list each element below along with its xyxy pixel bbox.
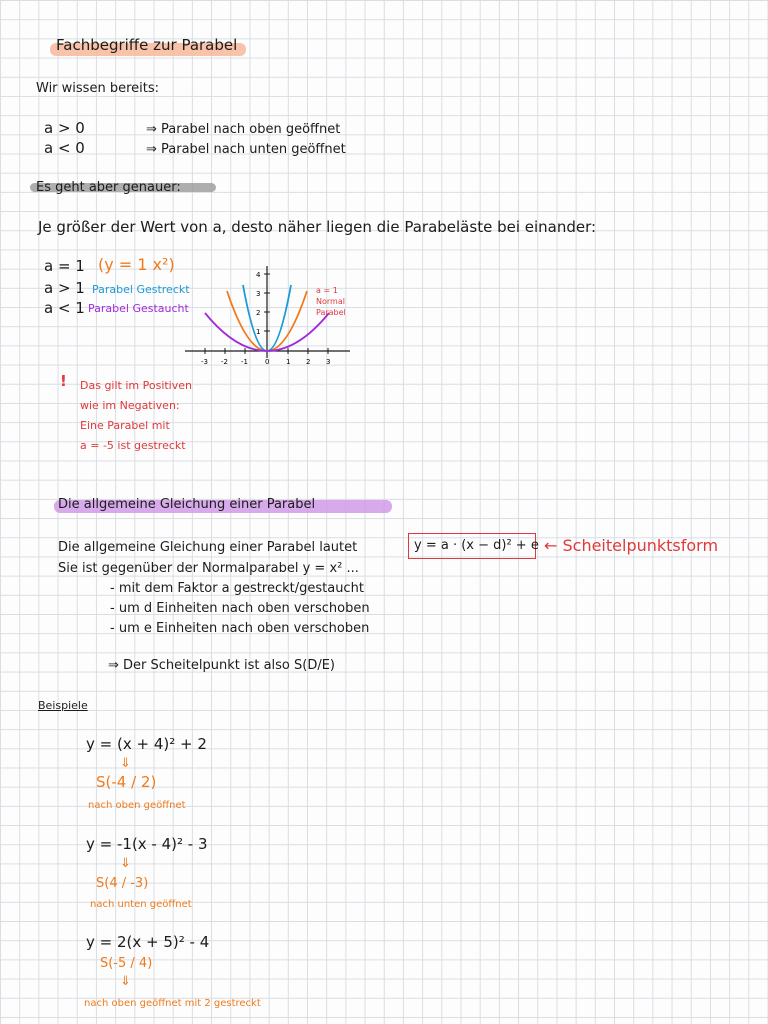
warning-line-1: Das gilt im Positiven (80, 379, 192, 392)
y-tick-label: 1 (256, 328, 261, 336)
example-3-vertex: S(-5 / 4) (100, 956, 153, 971)
general-bullet-3: - um e Einheiten nach oben verschoben (110, 621, 370, 636)
warning-line-2: wie im Negativen: (80, 399, 180, 412)
known-heading: Wir wissen bereits: (36, 81, 159, 96)
warning-icon: ! (60, 372, 67, 390)
x-tick-label: 1 (286, 358, 291, 366)
warning-line-3: Eine Parabel mit (80, 419, 170, 432)
general-bullet-2: - um d Einheiten nach oben verschoben (110, 601, 370, 616)
case-3-note: Parabel Gestaucht (88, 302, 189, 315)
case-2-cond: a > 1 (44, 279, 85, 297)
example-3-equation: y = 2(x + 5)² - 4 (86, 933, 210, 951)
warning-line-4: a = -5 ist gestreckt (80, 439, 186, 452)
graph-legend-line-3: Parabel (316, 308, 346, 317)
graph-legend-line-1: a = 1 (316, 286, 338, 295)
known-cond-1: a > 0 (44, 119, 85, 137)
general-line-2: Sie ist gegenüber der Normalparabel y = x² ... (58, 561, 359, 576)
x-tick-label: -1 (241, 358, 248, 366)
case-2-note: Parabel Gestreckt (92, 283, 190, 296)
example-2-equation: y = -1(x - 4)² - 3 (86, 835, 208, 853)
vertex-form-label: ← Scheitelpunktsform (544, 536, 719, 555)
y-tick-label: 4 (256, 271, 261, 279)
case-1-cond: a = 1 (44, 257, 85, 275)
formula: y = a · (x − d)² + e (414, 538, 539, 553)
y-tick-label: 2 (256, 309, 261, 317)
known-cond-2: a < 0 (44, 139, 85, 157)
case-3-cond: a < 1 (44, 299, 85, 317)
general-intro: Die allgemeine Gleichung einer Parabel lautet (58, 540, 358, 555)
graph-legend-line-2: Normal (316, 297, 345, 306)
example-1-vertex: S(-4 / 2) (96, 773, 157, 791)
general-conclusion: ⇒ Der Scheitelpunkt ist also S(D/E) (108, 658, 336, 673)
x-tick-label: 0 (265, 358, 270, 366)
page-title: Fachbegriffe zur Parabel (56, 36, 238, 54)
case-1-note: (y = 1 x²) (98, 255, 175, 274)
example-1-note: nach oben geöffnet (88, 800, 186, 811)
example-2-vertex: S(4 / -3) (96, 876, 149, 891)
example-3-note: nach oben geöffnet mit 2 gestreckt (84, 998, 261, 1009)
example-2-arrow: ⇓ (120, 856, 131, 871)
section2-heading: Es geht aber genauer: (36, 180, 181, 195)
y-tick-label: 3 (256, 290, 261, 298)
examples-heading: Beispiele (38, 699, 88, 712)
parabola-graph (180, 258, 360, 368)
example-2-note: nach unten geöffnet (90, 899, 192, 910)
general-bullet-1: - mit dem Faktor a gestreckt/gestaucht (110, 581, 364, 596)
known-text-1: ⇒ Parabel nach oben geöffnet (146, 122, 341, 137)
example-1-equation: y = (x + 4)² + 2 (86, 735, 207, 753)
x-tick-label: 3 (326, 358, 331, 366)
statement: Je größer der Wert von a, desto näher liegen die Parabeläste bei einander: (38, 218, 597, 236)
example-3-arrow: ⇓ (120, 974, 131, 989)
example-1-arrow: ⇓ (120, 756, 131, 771)
x-tick-label: -3 (201, 358, 208, 366)
known-text-2: ⇒ Parabel nach unten geöffnet (146, 142, 346, 157)
general-heading: Die allgemeine Gleichung einer Parabel (58, 497, 316, 512)
x-tick-label: 2 (306, 358, 311, 366)
x-tick-label: -2 (221, 358, 228, 366)
